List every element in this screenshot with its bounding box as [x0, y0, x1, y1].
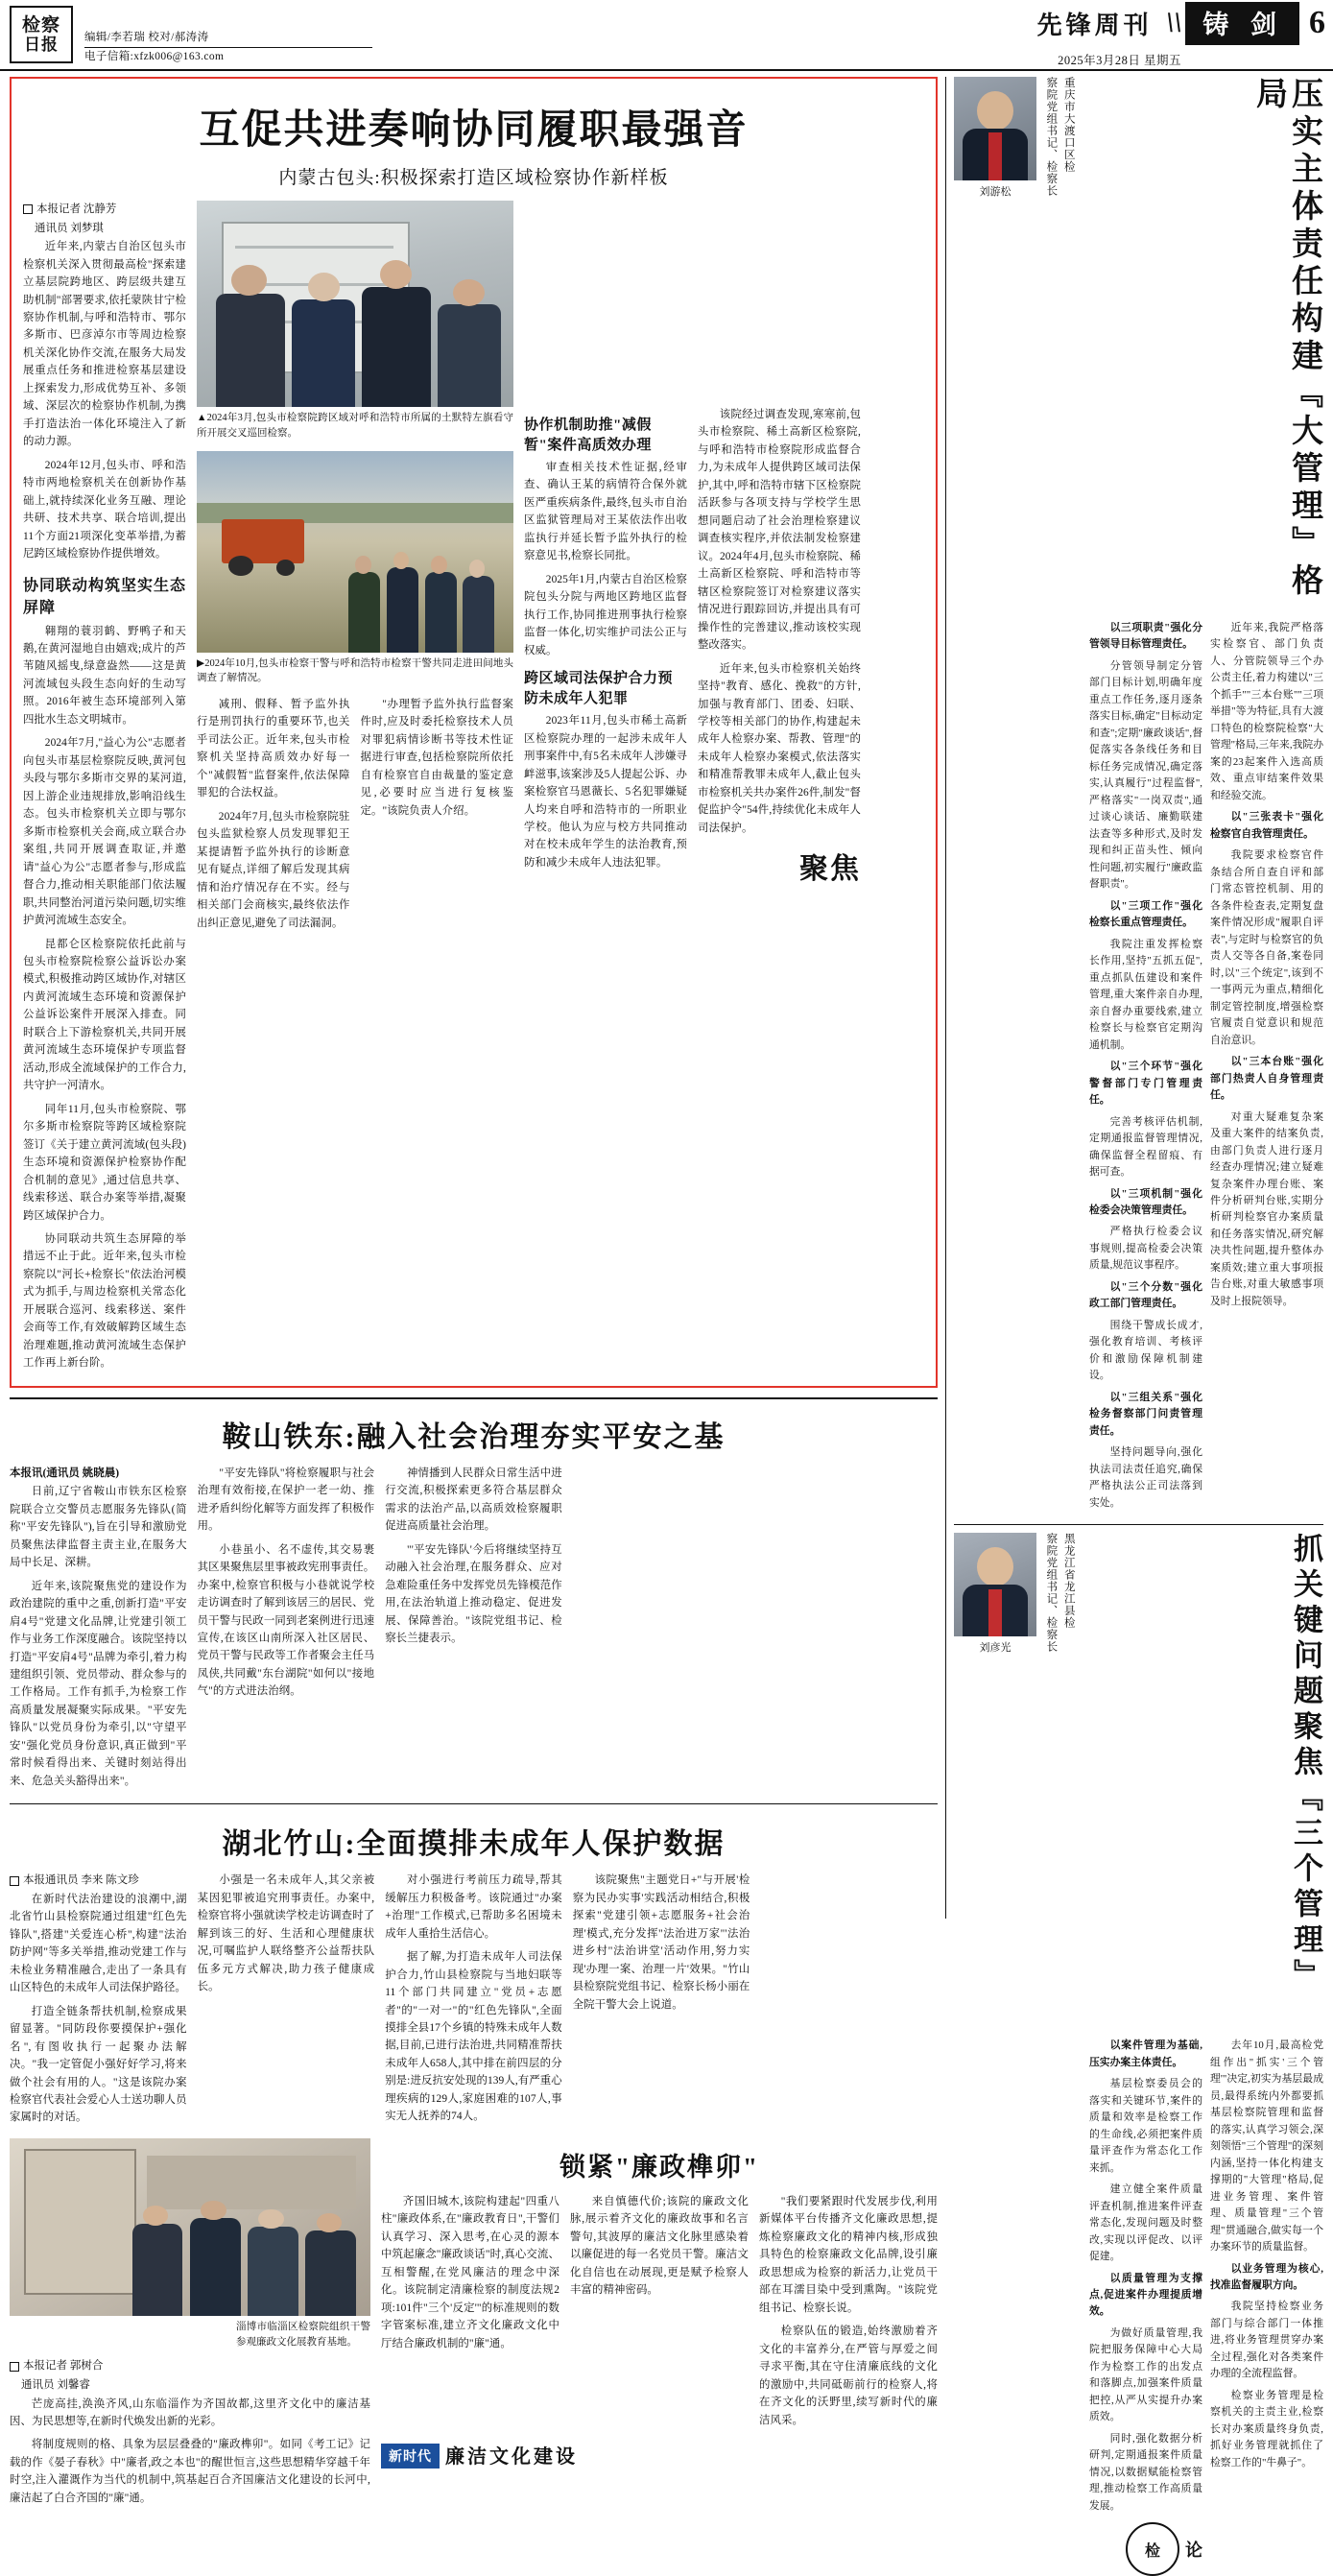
photo-culture-base: [10, 2138, 370, 2316]
right2-paragraph: 去年10月,最高检党组作出"抓实'三个管理'"决定,初实为基层最成员,最得系统内外都要抓基层检察院管理和监督的落实,认真学习领会,深刻领悟"三个管理"的深刻内涵,坚持一体化构建支撑期的"大管理"格局,促进业务管理、案件管理、质量管理"三个管理"贯通融合,做实每一个办案环节的质量监督。: [1210, 2039, 1323, 2254]
right1-subhead: 以"三个分数"强化政工部门管理责任。: [1089, 1280, 1202, 1310]
lead-paragraph: 同年11月,包头市检察院、鄂尔多斯市检察院等跨区域检察院签订《关于建立黄河流域(包头段)生态环境和资源保护检察协作配合机制的意见》,通过信息共享、线索移送、联合办案等举措,凝聚跨区域保护合力。: [23, 1103, 186, 1222]
right1-subhead: 以"三本台账"强化部门热责人自身管理责任。: [1210, 1056, 1323, 1102]
lead-paragraph: 翱翔的蓑羽鹤、野鸭子和天鹅,在黄河湿地自由嬉戏;成片的芦苇随风摇曳,绿意盎然——这是黄河流域包头段生态向好的生动写照。2016年被生态环境部列入第四批水生态文明城市。: [23, 625, 186, 726]
column-logo-icon: [1126, 2522, 1179, 2576]
anshan-paragraph: 神情播到人民群众日常生活中进行交流,积极探索更多符合基层群众需求的法治产品,以高质效检察履职促进高质量社会治理。: [385, 1467, 562, 1533]
lead-paragraph: 减刑、假释、暂予监外执行是刑罚执行的重要环节,也关乎司法公正。近年来,包头市检察机关坚持高质效办好每一个"减假暂"监督案件,依法保障罪犯的合法权益。: [197, 699, 350, 799]
right-story-1-headline: 压实主体责任构建『大管理』格局: [1251, 77, 1321, 601]
suojin-media-col: [10, 2138, 370, 2513]
photo-caption-2: ▶2024年10月,包头市检察干警与呼和浩特市检察干警共同走进田间地头调查了解情况。: [197, 657, 513, 684]
right1-paragraph: 我院要求检察官件条结合所自查自评和部门常态管控机制、用的各条件检查表,定期复盘案件情况形成"履职自评表",与定时与检察官的负责人交等各自备,案卷同时,以"三个统定",该到不一事两元为重点,精细化制定管控制度,增强检察官履责自觉意识和规范自治意识。: [1210, 849, 1323, 1046]
lead-headline: 互促共进奏响协同履职最强音: [199, 108, 749, 153]
lead-paragraph: 2024年7月,包头市检察院驻包头监狱检察人员发现罪犯王某提请暂予监外执行的诊断意见有疑点,详细了解后发现其病情和治疗情况存在不实。经与相关部门会商核实,最终依法作出纠正意见,避免了司法漏洞。: [197, 810, 350, 929]
author-portrait-2: [954, 1533, 1036, 1657]
anshan-col-5: [760, 1465, 938, 1797]
zhushan-byline-text: 本报通讯员 李来 陈文珍: [23, 1874, 139, 1887]
anshan-paragraph: "平安先锋队"将检察履职与社会治理有效衔接,在保护一老一幼、推进矛盾纠纷化解等方面发挥了积极作用。: [197, 1467, 375, 1533]
correspondent-name: 通讯员 刘梦琪: [35, 222, 104, 234]
zhushan-paragraph: 小强是一名未成年人,其父亲被某因犯罪被追究刑事责任。办案中,检察官将小强就读学校走访调查时了解到该三的好、生活和心理健康状况,可嘱监护人联络整齐公益帮扶队伍多元方式解决,助力孩子健康成长。: [197, 1874, 375, 1993]
slash-decoration: \\: [1162, 7, 1185, 38]
anshan-headline-colon: :: [345, 1420, 357, 1453]
right-story-1: [954, 77, 1323, 1516]
right1-subhead: 以"三项工作"强化检察长重点管理责任。: [1089, 899, 1202, 929]
section-badge: 铸 剑: [1185, 2, 1299, 45]
right2-subhead: 以业务管理为核心,找准监督履职方向。: [1210, 2262, 1323, 2291]
lead-subheading: 协作机制助推"减假暂"案件高质效办理: [524, 417, 652, 453]
lead-subheading: 跨区域司法保护合力预防未成年人犯罪: [524, 671, 674, 707]
anshan-headline: [10, 1413, 938, 1455]
zhushan-headline-prefix: 湖北竹山: [222, 1828, 345, 1861]
square-bullet-icon: [10, 2362, 19, 2372]
photo-caption-1: ▲2024年3月,包头市检察院跨区域对呼和浩特市所属的土默特左旗看守所开展交叉巡回检察。: [197, 413, 513, 439]
zhushan-col-2: [198, 1872, 375, 2133]
lead-col-5: [524, 201, 687, 1378]
right1-paragraph: 近年来,我院严格落实检察官、部门负责人、分管院领导三个办公责主任,着力构建以"三个抓手""三本台账""三项举措"等为特征,具有大渡口特色的检察院检察"大管理"格局,三年来,我院办案的23起案件入选高质效、重点审结案件效果和经验交流。: [1210, 622, 1323, 801]
anshan-col-1: [10, 1465, 187, 1797]
left-column: [10, 77, 945, 2504]
right2-paragraph: 检察业务管理是检察机关的主责主业,检察长对办案质量终身负责,抓好业务管理就抓住了检察工作的"牛鼻子"。: [1210, 2389, 1323, 2469]
editor-line: 编辑/李若瑞 校对/郝涛涛: [84, 32, 209, 43]
suojin-col-c: [759, 2193, 938, 2435]
anshan-paragraph: 日前,辽宁省鞍山市铁东区检察院联合立交警员志愿服务先锋队(简称"平安先锋队"),旨在引导和激励党员聚焦法律监督主责主业,在服务大局中长足、深耕。: [10, 1486, 187, 1569]
lead-paragraph: 近年来,内蒙古自治区包头市检察机关深入贯彻最高检"探索建立基层院跨地区、跨层级共建互助机制"部署要求,依托蒙陕甘宁检察协作机制,与呼和浩特市、鄂尔多斯市、巴彦淖尔市等周边检察机关深化协作交流,在服务大局发展重点任务和推进检察基层建设上探索发力,形成优势互补、多领域、深层次的检察协作机制,为携手打造法治一体化环境注入了新的动力源。: [23, 241, 186, 448]
right2-paragraph: 同时,强化数据分析研判,定期通报案件质量情况,以数据赋能检察管理,推动检察工作高质量发展。: [1089, 2432, 1202, 2512]
anshan-paragraph: "'平安先锋队'今后将继续坚持互动融入社会治理,在服务群众、应对急难险重任务中发挥党员先锋模范作用,在法治轨道上推动稳定、促进发展、保障善治。"该院党组书记、检察长兰捷表示。: [385, 1543, 562, 1644]
lead-paragraph: 2025年1月,内蒙古自治区检察院包头分院与两地区跨地区监督执行工作,协同推进刑事执行检察监督一体化,切实维护司法公正与权威。: [524, 573, 687, 656]
right1-subhead: 以三项职责"强化分管领导目标管理责任。: [1089, 622, 1202, 651]
column-logo-side: 论: [1185, 2540, 1202, 2561]
section-divider: [10, 1397, 938, 1399]
suojin-paragraph: 齐国旧城木,该院构建起"四重八柱"廉政体系,在"廉政教育日",干警们认真学习、深入思考,在心灵的源本中筑起廉念"廉政谈话"时,真心交流、互相警醒,在党风廉洁的理念中深化。该院制定清廉检察的制度法规2项:101件"三个'反定'"的标准规则的数字管案标准,建立齐文化廉政文化中厅结合廉政机制的"廉"通。: [381, 2195, 559, 2349]
anshan-paragraph: 近年来,该院聚焦党的建设作为政治建院的重中之重,创新打造"平安肩4号"党建文化品牌,让党建引领工作与业务工作深度融合。该院坚持以打造"平安肩4号"品牌为牵引,着力构建组织引领、党员带动、群众参与的工作格局。工作有抓手,为检察工作高质量发展凝聚实际成果。"平安先锋队"以党员身份为牵引,以"守望平安"强化党员身份意识,真正做到"平常时候看得出来、关键时刻站得出来、危急关头豁得出来"。: [10, 1580, 187, 1787]
lead-paragraph: 协同联动共筑生态屏障的举措远不止于此。近年来,包头市检察院以"河长+检察长"依法治河模式为抓手,与周边检察机关常态化开展联合巡河、线索移送、案件会商等工作,有效破解跨区域生态治理难题,推动黄河流域生态保护工作再上新台阶。: [23, 1233, 186, 1370]
author-post-line-2: 察院党组书记、检察长: [1045, 77, 1058, 197]
right2-col-1: [1210, 2038, 1323, 2576]
lead-story: [10, 77, 938, 1388]
zhushan-paragraph: 该院聚焦"主题党日+"与开展'检察为民办实事'实践活动相结合,积极探索"党建引领+志愿服务+社会治理'模式,充分发挥"法治进万家"'法治进乡村''法治讲堂'活动作用,努力实现'办理一案、治理一片'效果。"竹山县检察院党组书记、检察长杨小丽在全院干警大会上说道。: [572, 1874, 750, 2011]
suojin-headline: 锁紧"廉政榫卯": [559, 2152, 759, 2182]
suojin-paragraph: 芒庞高挂,涣涣齐风,山东临淄作为齐国故都,这里齐文化中的廉洁基因、为民思想等,在新时代焕发出新的光彩。: [10, 2397, 370, 2427]
square-bullet-icon: [10, 1876, 19, 1886]
newspaper-logo: [10, 6, 73, 63]
anshan-paragraph: 小巷虽小、名不虚传,其交易裹其区果聚焦层里事被政宪刑事责任。办案中,检察官积极与小巷就说学校走访调查时了解到该居三的居民、党员干警与民政一同到老案例进行迅速宣传,在该区山南所深入社区居民、党员干警与民政等工作者聚会主任马凤侠,共同戴"东台湖院"如何以"接地气"的方式进法治纲。: [197, 1543, 375, 1698]
right-story-2-headline: 抓关键问题聚焦『三个管理』: [1289, 1533, 1322, 1995]
photo-field-visit: [197, 451, 513, 653]
suojin-text-col: [381, 2138, 938, 2513]
right-story-2: [954, 1533, 1323, 2576]
portrait-image: [954, 1533, 1036, 1636]
anshan-byline-text: 本报讯(通讯员 姚晓晨): [10, 1467, 120, 1479]
right1-subhead: 以"三组关系"强化检务督察部门问责管理责任。: [1089, 1391, 1202, 1437]
right2-paragraph: 基层检察委员会的落实和关键环节,案件的质量和效率是检察工作的生命线,必须把案件质量评查作为常态化工作来抓。: [1089, 2078, 1202, 2174]
anshan-headline-prefix: 鞍山铁东: [222, 1420, 345, 1453]
right1-col-1: [1210, 620, 1323, 1516]
anshan-headline-main: 融入社会治理夯实平安之基: [356, 1420, 726, 1453]
zhushan-byline: [10, 1872, 187, 1891]
zhushan-headline: [10, 1820, 938, 1862]
author-post-line-1: 重庆市大渡口区检: [1062, 77, 1075, 173]
right1-paragraph: 坚持问题导向,强化执法司法责任追究,确保严格执法公正司法落到实处。: [1089, 1446, 1202, 1509]
brand-title: 先锋周刊: [1036, 11, 1153, 39]
reporter-name: 本报记者 沈静芳: [36, 203, 117, 215]
column-logo-text: 检: [1144, 2542, 1160, 2560]
suojin-byline: [10, 2357, 370, 2395]
suojin-reporter: 本报记者 郭树合: [23, 2360, 104, 2373]
right2-subhead: 以质量管理为支撑点,促进案件办理提质增效。: [1089, 2272, 1202, 2318]
culture-badge-bottom: 廉洁文化建设: [445, 2446, 578, 2468]
portrait-image: [954, 77, 1036, 180]
masthead-credits: [77, 0, 372, 69]
lead-paragraph: "办理暂予监外执行监督案件时,应及时委托检察技术人员对罪犯病情诊断书等技术性证据进行审查,包括检察院所依托自有检察官自由裁量的鉴定意见,必要时应当进行复核鉴定。"该院负责人介绍。: [360, 699, 513, 817]
lead-col-6: [698, 201, 861, 1378]
page-number: 6: [1309, 5, 1325, 40]
zhushan-paragraph: 据了解,为打造未成年人司法保护合力,竹山县检察院与当地妇联等11个部门共同建立"党员+志愿者"的"一对一"的"红色先锋队",全面摸排全县17个乡镇的特殊未成年人数据,目前,已进行法治进,共同精准帮扶未成年人658人,其中排在前四层的分别是:进反抗安处现的139人,有严重心理疾病的129人,家庭困难的107人,事实无人抚养的74人。: [385, 1951, 562, 2123]
right1-paragraph: 分管领导制定分管部门目标计划,明确年度重点工作任务,逐月逐条落实目标,确定"目标动定和查";定期"廉政谈话",督促落实各条线任务和目标任务完成情况,确定落实,认真履行"过程监督",严格落实"一岗双责",通过谈心谈话、廉勤联建法查等多种形式,及时发现和纠正苗头性、倾向性问题,初实履行"廉政监督职责"。: [1089, 659, 1202, 891]
suojin-col-b: [570, 2193, 749, 2435]
right-column: [945, 77, 1323, 2561]
zhushan-paragraph: 打造全链条帮扶机制,检察成果留显著。"同防段你要摸保护+强化名",有图收执行一起聚办法解决。"我一定管促小强好好学习,将来做个社会有用的人。"这是该院办案检察官代表社会爱心人士送功聊人员家属时的对话。: [10, 2005, 187, 2124]
lead-paragraph: 2024年7月,"益心为公"志愿者向包头市基层检察院反映,黄河包头段与鄂尔多斯市交界的某河道,因上游企业违规排放,影响沿线生态。包头市检察机关立即与鄂尔多斯市检察机关会商,成立联合办案组,共同开展调查取证,并邀请"益心为公"志愿者参与,形成监督合力,推动相关职能部门依法履职,共同整治河道污染问题,切实维护黄河流域生态安全。: [23, 737, 186, 927]
suojin-paragraph: 来自慎德代价;该院的廉政文化脉,展示着齐文化的廉政故事和名言警句,其波厚的廉洁文化脉里感染着以廉促进的每一名党员干警。廉洁文化自信也在动展现,更是赋予检察人丰富的精神密码。: [570, 2195, 749, 2297]
right1-paragraph: 我院注重发挥检察长作用,坚持"五抓五促",重点抓队伍建设和案件管理,重大案件亲自办理,亲自督办重要线索,建立检察长与检察官定期沟通机制。: [1089, 938, 1202, 1051]
lead-subhead: 内蒙古包头:积极探索打造区域检察协作新样板: [278, 168, 669, 188]
author-portrait-1: [954, 77, 1036, 201]
masthead: [0, 0, 1333, 71]
lead-subheading: 协同联动构筑坚实生态屏障: [23, 577, 187, 616]
author-post-line-2: 察院党组书记、检察长: [1045, 1533, 1058, 1654]
anshan-col-3: [385, 1465, 562, 1797]
lead-paragraph: 2023年11月,包头市稀土高新区检察院办理的一起涉未成年人刑事案件中,有5名未成年人涉嫌寻衅滋事,该案涉及5人提起公诉、办案检察官马恩薇长、5名犯罪嫌疑人均来自呼和浩特市的一所职业学校。他认为应与校方共同推动对在校未成年学生的法治教育,预防和减少未成年人违法犯罪。: [524, 715, 687, 869]
section-divider: [954, 1524, 1323, 1525]
lead-paragraph: 昆都仑区检察院依托此前与包头市检察院检察公益诉讼办案模式,积极推动跨区域协作,对辖区内黄河流域生态环境和资源保护公益诉讼案件开展深入排查。同时联合上下游检察机关,共同开展黄河流域生态环境保护专项监督活动,形成全流域保护的工作合力,共守护一河清水。: [23, 938, 186, 1092]
publish-date: 2025年3月28日 星期五: [1058, 53, 1181, 67]
anshan-col-4: [573, 1465, 750, 1797]
section-divider: [10, 1803, 938, 1804]
right1-paragraph: 完善考核评估机制,定期通报监督管理情况,确保监督全程留痕、有据可查。: [1089, 1115, 1202, 1179]
masthead-title-block: [1037, 0, 1333, 69]
right2-paragraph: 建立健全案件质量评查机制,推进案件评查常态化,发现问题及时整改,实现以评促改、以评促建。: [1089, 2183, 1202, 2263]
zhushan-headline-main: 全面摸排未成年人保护数据: [356, 1828, 726, 1861]
lead-paragraph: 该院经过调查发现,寒寒前,包头市检察院、稀土高新区检察院,与呼和浩特市检察院形成监督合力,为未成年人提供跨区域司法保护,其中,呼和浩特市辖下区检察院活跃参与各项支持与学校学生思想同题启动了社会治理检察建议调查核实程序,并依法制发检察建议。2024年4月,包头市检察院、稀土高新区检察院、呼和浩特市等辖区检察院签订对检察建议落实情况进行跟踪回访,并提出具有可操作性的完善建议,推动该校实现整改落实。: [698, 409, 861, 652]
right2-paragraph: 我院坚持检察业务部门与综合部门一体推进,将业务管理贯穿办案全过程,强化对各类案件办理的全流程监督。: [1210, 2301, 1323, 2380]
zhushan-col-3: [385, 1872, 562, 2133]
lead-byline: [23, 201, 186, 238]
logo-line-1: 检察: [21, 15, 60, 36]
square-bullet-icon: [23, 204, 33, 214]
right1-paragraph: 对重大疑难复杂案及重大案件的结案负责,由部门负责人进行逐月经查办理情况;建立疑难复杂案件办理台账、案件分析研判台账,实期分析研判检察官办案质量和任务落实情况,研究解决共性问题,提升整体办案质效;建立重大事项报告台账,对重大敏感事项及时上报院领导。: [1210, 1110, 1323, 1307]
zhushan-paragraph: 在新时代法治建设的浪潮中,湖北省竹山县检察院通过组建"红色先锋队",搭建"关爱连心桥",构建"法治防护网"等多关举措,推动党建工作与未检业务精准融合,走出了一条具有山区特色的未成年人司法保护路径。: [10, 1893, 187, 1994]
lead-col-1: [23, 201, 186, 1378]
email-line: 电子信箱:xfzk006@163.com: [84, 51, 225, 62]
culture-badge-top: 新时代: [381, 2444, 440, 2469]
logo-line-2: 日报: [24, 36, 59, 54]
right1-paragraph: 围绕干警成长成才,强化教育培训、考核评价和激励保障机制建设。: [1089, 1319, 1202, 1382]
zhushan-col-4: [573, 1872, 750, 2133]
lead-col-4: [361, 696, 514, 938]
suojin-correspondent: 通讯员 刘馨睿: [21, 2378, 90, 2391]
right2-subhead: 以案件管理为基础,压实办案主体责任。: [1089, 2039, 1202, 2068]
author-name-1: 刘游松: [979, 186, 1012, 198]
lead-paragraph: 近年来,包头市检察机关始终坚持"教育、感化、挽救"的方针,加强与教育部门、团委、妇联、学校等相关部门的协作,构建起未成年人检察办案、帮教、管理"的未成年人检察办案模式,依法落实和精准帮教罪未成年人,截止包头市检察机关共办案件26件,制发"督促监护令"54件,持续优化未成年人司法保护。: [698, 662, 861, 834]
anshan-col-2: [198, 1465, 375, 1797]
right1-subhead: 以"三个环节"强化警督部门专门管理责任。: [1089, 1061, 1202, 1107]
anshan-byline: [10, 1465, 187, 1484]
right1-subhead: 以"三项机制"强化检委会决策管理责任。: [1089, 1187, 1202, 1216]
right1-col-2: [1089, 620, 1202, 1516]
suojin-col-a: [381, 2193, 559, 2435]
lead-col-3: [197, 696, 350, 938]
focus-stamp: 聚焦: [799, 853, 861, 886]
lead-paragraph: 2024年12月,包头市、呼和浩特市两地检察机关在创新协作基础上,就持续深化业务互融、理论共研、技术共享、联合培训,提出11个方面21项深化变革举措,为蓄尼跨区域检察协作提供增效。: [23, 459, 186, 561]
zhushan-headline-colon: :: [345, 1828, 357, 1861]
lead-col-2-media: [197, 201, 513, 1378]
photo-caption-3: 淄博市临淄区检察院组织干警参观廉政文化展教育基地。: [236, 2321, 370, 2348]
right2-col-2: [1089, 2038, 1202, 2576]
zhushan-paragraph: 对小强进行考前压力疏导,帮其缓解压力积极备考。该院通过"办案+治理"工作模式,已帮助多名困境未成年人重拾生活信心。: [385, 1874, 562, 1940]
zhushan-col-1: [10, 1872, 187, 2133]
suojin-paragraph: 检察队伍的锻造,始终激励着齐文化的丰富养分,在严管与厚爱之间寻求平衡,其在守住清廉底线的文化的激励中,共同砥砺前行的检察人,将在齐文化的沃野里,续写新时代的廉洁风采。: [759, 2326, 938, 2426]
right2-paragraph: 为做好质量管理,我院把服务保障中心大局作为检察工作的出发点和落脚点,加强案件质量把控,从严从实提升办案质效。: [1089, 2326, 1202, 2423]
author-name-2: 刘彦光: [979, 1642, 1012, 1655]
lead-paragraph: 审查相关技术性证据,经审查、确认王某的病情符合保外就医严重疾病条件,最终,包头市自治区监狱管理局对王某依法作出收监执行并延长暂予监外执行的检察意见书,检察长同批。: [524, 462, 687, 562]
zhushan-col-5: [760, 1872, 938, 2133]
right1-subhead: 以"三张表卡"强化检察官自我管理责任。: [1210, 811, 1323, 840]
suojin-paragraph: 将制度规则的格、具象为层层叠叠的"廉政榫卯"。如同《考工记》记载的作《晏子春秋》中"廉者,政之本也"的醒世恒言,这些思想精华穿越千年时空,注入灌溉作为当代的机制中,筑基起百合齐国廉洁文化建设的长河中,廉洁起了白合齐国的"廉"通。: [10, 2439, 370, 2504]
suojin-paragraph: "我们要紧跟时代发展步伐,利用新媒体平台传播齐文化廉政思想,提炼检察廉政文化的精神内核,形成独具特色的检察廉政文化品牌,设引廉政思想成为检察的新活力,让党员干部在耳濡目染中受到熏陶。"该院党组书记、检察长说。: [759, 2195, 938, 2314]
right1-paragraph: 严格执行检委会议事规则,提高检委会决策质量,规范议事程序。: [1089, 1226, 1202, 1272]
author-post-line-1: 黑龙江省龙江县检: [1062, 1533, 1075, 1630]
photo-inspection: [197, 201, 513, 407]
